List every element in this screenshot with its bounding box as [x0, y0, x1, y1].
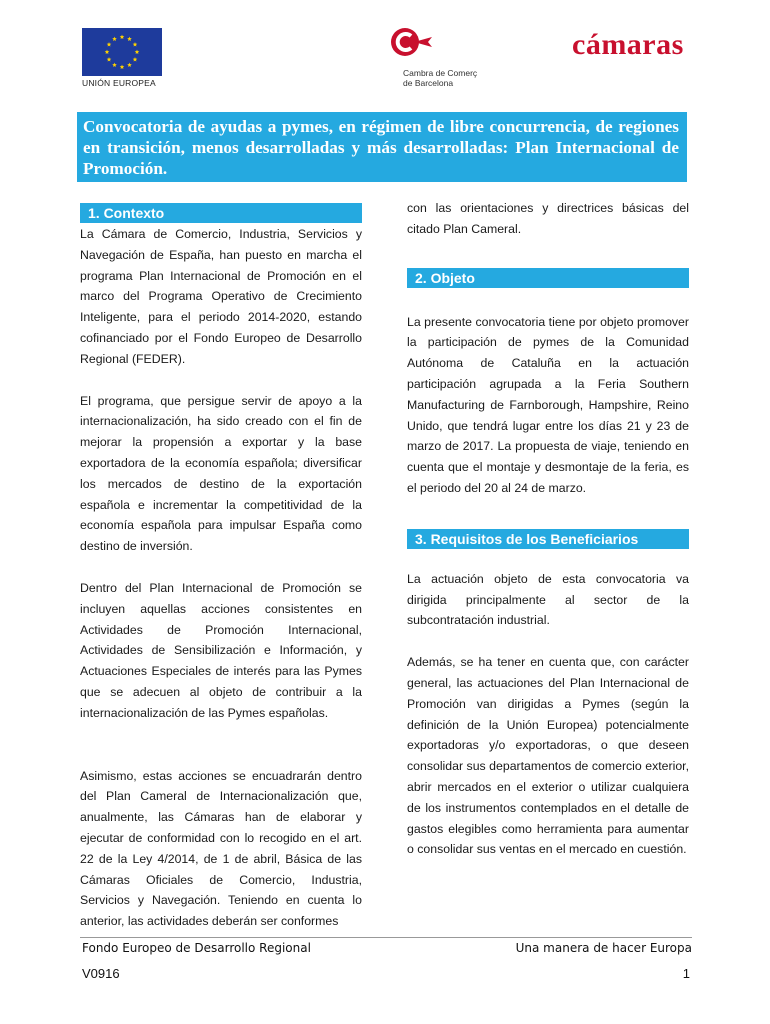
- cambra-emblem-icon: [390, 27, 436, 57]
- eu-star-icon: [120, 35, 125, 39]
- camaras-logo: [572, 28, 684, 62]
- contexto-paragraph-1: La Cámara de Comercio, Industria, Servicios y Navegación de España, han puesto en marcha el programa Plan Internacional de Promoción en el marco del Programa Operativo de Crecimiento Inteligente, para el periodo 2014-2020, estando cofinanciado por el Fondo Europeo de Desarrollo Regional (FEDER).: [80, 227, 362, 366]
- title-banner: [77, 112, 687, 182]
- requisitos-paragraph-2: Además, se ha tener en cuenta que, con carácter general, las actuaciones del Plan Internacional de Promoción van dirigidas a Pymes (según la definición de la Unión Europea) potencialmente exportadoras y/o exportadoras, o que deseen consolidar sus departamentos de comercio exterior, abrir mercados en el exterior o utilizar cualquiera de los instrumentos contemplados en el detalle de gastos elegibles como herramienta para aumentar o consolidar sus ventas en el mercado en cuestión.: [407, 655, 689, 857]
- eu-label: UNIÓN EUROPEA: [82, 78, 156, 88]
- eu-star-icon: [133, 42, 138, 46]
- section-heading-objeto: 2. Objeto: [407, 268, 689, 288]
- eu-flag-icon: [82, 28, 162, 76]
- eu-logo: [82, 28, 164, 88]
- eu-star-icon: [127, 37, 132, 41]
- eu-star-icon: [135, 50, 140, 54]
- left-column: [80, 200, 362, 932]
- cambra-barcelona-logo: [390, 27, 510, 88]
- document-version: V0916: [82, 966, 120, 981]
- eu-star-icon: [107, 42, 112, 46]
- eu-star-icon: [112, 37, 117, 41]
- footer-fund-name: Fondo Europeo de Desarrollo Regional: [82, 941, 311, 955]
- ccb-caption-line1: Cambra de Comerç: [403, 68, 478, 78]
- right-column: [407, 200, 689, 860]
- contexto-paragraph-3: Dentro del Plan Internacional de Promoción se incluyen aquellas acciones consistentes en Actividades de Promoción Internacional, Actividades de Sensibilización e Información, y Actuaciones Especiales de interés para las Pymes que se adecuen al objeto de contribuir a la internacionalización de las Pymes españolas.: [80, 580, 362, 720]
- section-heading-requisitos: 3. Requisitos de los Beneficiarios: [407, 529, 689, 549]
- contexto-paragraph-4: Asimismo, estas acciones se encuadrarán dentro del Plan Cameral de Internacionalización que, anualmente, las Cámaras han de elaborar y ejecutar de conformidad con lo recogido en el art. 22 de la Ley 4/2014, de 1 de abril, Básica de las Cámaras Oficiales de Comercio, Industria, Servicios y Navegación. Teniendo en cuenta lo anterior, las actividades deberán ser conformes: [80, 768, 362, 929]
- ccb-caption-line2: de Barcelona: [403, 78, 454, 88]
- document-title: Convocatoria de ayudas a pymes, en régimen de libre concurrencia, de regiones en transición, menos desarrolladas y más desarrolladas: Plan Internacional de Promoción.: [83, 117, 679, 178]
- eu-star-icon: [120, 65, 125, 69]
- eu-star-icon: [107, 57, 112, 61]
- eu-star-icon: [133, 57, 138, 61]
- footer-slogan: Una manera de hacer Europa: [515, 941, 692, 955]
- contexto-paragraph-2: El programa, que persigue servir de apoyo a la internacionalización, ha sido creado con el fin de mejorar la propensión a exportar y la base exportadora de la economía española; diversificar los mercados de destino de la exportación española e incrementar la competitividad de la economía española para impulsar España como destino de inversión.: [80, 393, 362, 554]
- footer-divider: [80, 937, 692, 938]
- eu-star-icon: [127, 63, 132, 67]
- eu-star-icon: [112, 63, 117, 67]
- camaras-wordmark: cámaras: [572, 28, 684, 61]
- section-heading-contexto: 1. Contexto: [80, 203, 362, 223]
- contexto-paragraph-4-continued: con las orientaciones y directrices básicas del citado Plan Cameral.: [407, 201, 689, 236]
- eu-stars-icon: [82, 28, 162, 76]
- requisitos-paragraph-1: La actuación objeto de esta convocatoria va dirigida principalmente al sector de la subcontratación industrial.: [407, 571, 689, 628]
- objeto-paragraph-1: La presente convocatoria tiene por objeto promover la participación de pymes de la Comunidad Autónoma de Cataluña en la actuación participación agrupada a la Feria Southern Manufacturing de Farnborough, Hampshire, Reino Unido, que tendrá lugar entre los días 21 y 23 de marzo de 2017. La propuesta de viaje, teniendo en cuenta que el montaje y desmontaje de la feria, es el periodo del 20 al 24 de marzo.: [407, 314, 689, 495]
- page-number: 1: [682, 966, 690, 981]
- eu-star-icon: [105, 50, 110, 54]
